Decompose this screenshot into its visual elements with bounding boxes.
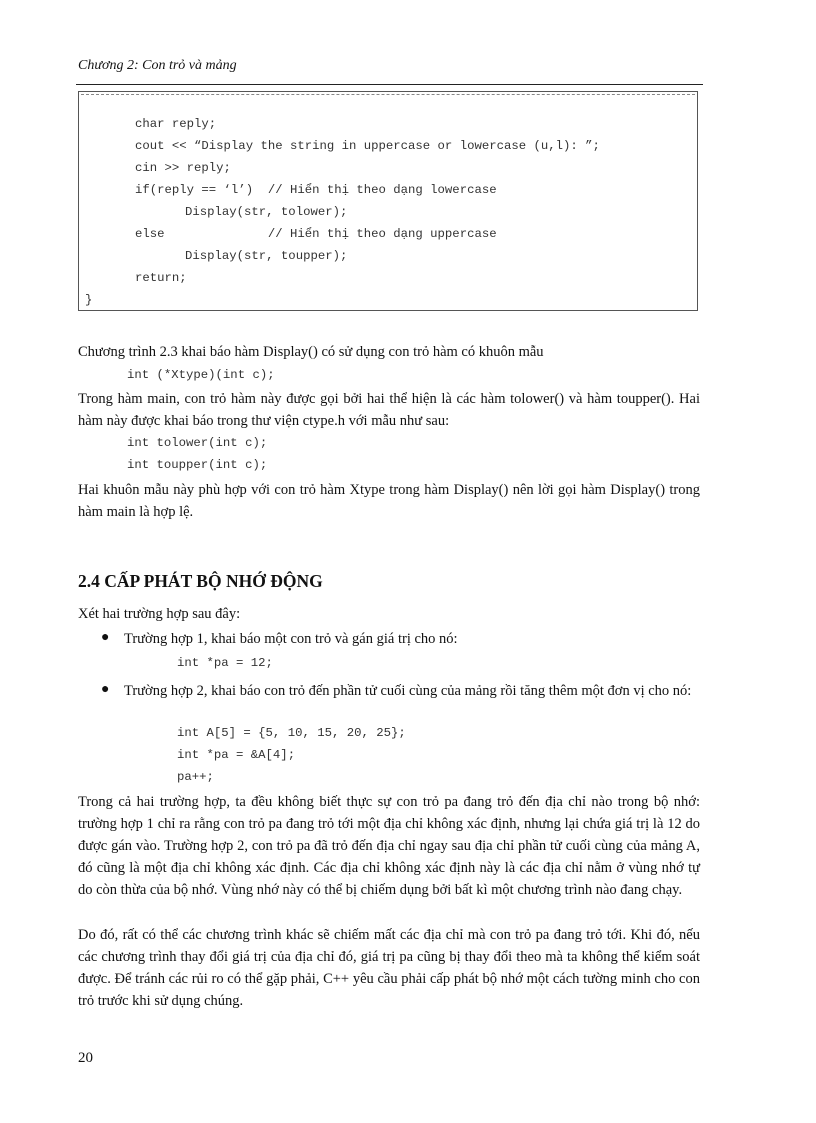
chapter-header: Chương 2: Con trỏ và mảng <box>78 58 237 73</box>
code-line: cin >> reply; <box>135 161 231 175</box>
paragraph: Hai khuôn mẫu này phù hợp với con trỏ hàm Xtype trong hàm Display() nên lời gọi hàm Display() trong hàm main là hợp lệ. <box>78 482 700 520</box>
paragraph: Trong hàm main, con trỏ hàm này được gọi bởi hai thể hiện là các hàm tolower() và hàm toupper(). Hai hàm này được khai báo trong thư viện ctype.h với mẫu như sau: <box>78 391 700 429</box>
code-line: Display(str, toupper); <box>185 249 348 263</box>
inline-code: int toupper(int c); <box>127 458 268 472</box>
inline-code: int tolower(int c); <box>127 436 268 450</box>
code-line: else // Hiển thị theo dạng uppercase <box>135 227 497 241</box>
inline-code: int *pa = 12; <box>177 656 273 670</box>
paragraph: Do đó, rất có thể các chương trình khác sẽ chiếm mất các địa chỉ mà con trỏ pa đang trỏ tới. Khi đó, nếu các chương trình thay đổi giá trị của địa chỉ đó, giá trị pa cũng bị thay đổi theo mà ta không thể kiểm soát được. Để tránh các rủi ro có thể gặp phải, C++ yêu cầu phải cấp phát bộ nhớ một cách tường minh cho con trỏ trước khi sử dụng chúng. <box>78 927 700 1009</box>
paragraph: Trong cả hai trường hợp, ta đều không biết thực sự con trỏ pa đang trỏ đến địa chỉ nào trong bộ nhớ: trường hợp 1 chỉ ra rằng con trỏ pa đang trỏ tới một địa chỉ không xác định, nhưng lại chứa giá trị là 12 do được gán vào. Trường hợp 2, con trỏ pa đã trỏ đến địa chỉ ngay sau địa chỉ phần tử cuối cùng của mảng A, đó cũng là một địa chỉ không xác định. Các địa chỉ không xác định này là các địa chỉ nằm ở vùng nhớ tự do còn thừa của bộ nhớ. Vùng nhớ này có thể bị chiếm dụng bởi bất kì một chương trình nào đang chạy. <box>78 794 700 898</box>
paragraph: Xét hai trường hợp sau đây: <box>78 606 241 622</box>
paragraph: Chương trình 2.3 khai báo hàm Display() có sử dụng con trỏ hàm có khuôn mẫu <box>78 344 544 360</box>
bullet-item: Trường hợp 2, khai báo con trỏ đến phần tử cuối cùng của mảng rồi tăng thêm một đơn vị cho nó: <box>124 683 692 699</box>
code-line: char reply; <box>135 117 217 131</box>
header-rule <box>76 84 703 85</box>
bullet-dot-icon: ● <box>101 630 110 645</box>
code-line: if(reply == ‘l’) // Hiển thị theo dạng lowercase <box>135 183 497 197</box>
code-line: Display(str, tolower); <box>185 205 348 219</box>
inline-code: int A[5] = {5, 10, 15, 20, 25}; <box>177 726 406 740</box>
section-heading: 2.4 CẤP PHÁT BỘ NHỚ ĐỘNG <box>78 571 323 591</box>
code-block <box>78 91 698 311</box>
inline-code: int (*Xtype)(int c); <box>127 368 275 382</box>
page-number: 20 <box>78 1050 93 1066</box>
inline-code: int *pa = &A[4]; <box>177 748 296 762</box>
code-line: } <box>85 293 93 307</box>
bullet-item: Trường hợp 1, khai báo một con trỏ và gán giá trị cho nó: <box>124 631 458 647</box>
code-block-top-rule <box>81 94 695 95</box>
code-line: return; <box>135 271 187 285</box>
bullet-dot-icon: ● <box>101 682 110 697</box>
code-line: cout << “Display the string in uppercase or lowercase (u,l): ”; <box>135 139 600 153</box>
inline-code: pa++; <box>177 770 214 784</box>
